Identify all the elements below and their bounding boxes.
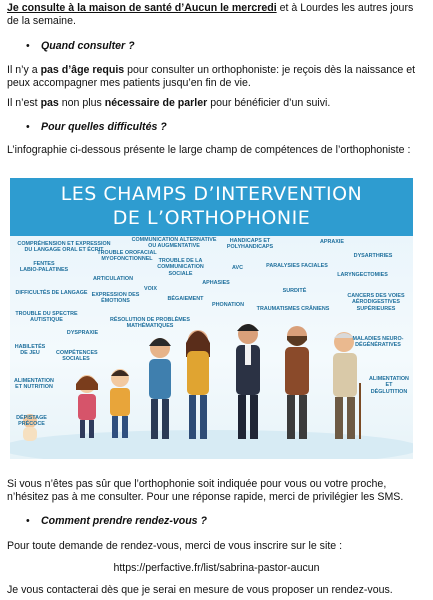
label-handicaps: HANDICAPS ET POLYHANDICAPS: [226, 238, 274, 251]
label-paralysies: PARALYSIES FACIALES: [266, 263, 328, 269]
label-communication-sociale: TROUBLE DE LA COMMUNICATION SOCIALE: [157, 258, 204, 277]
intro-paragraph: [7, 2, 425, 28]
person-man-suit: [236, 324, 260, 439]
label-expression-emotions: EXPRESSION DES ÉMOTIONS: [91, 292, 140, 305]
section-title-when: Quand consulter ?: [41, 40, 135, 52]
label-cancers: CANCERS DES VOIES AÉRODIGESTIVES SUPÉRIEURES: [347, 293, 405, 312]
person-child-boy: [110, 369, 130, 438]
speak-paragraph: [7, 97, 425, 110]
label-habiletes-jeu: HABILETÉS DE JEU: [14, 344, 46, 357]
label-resolution-problemes: RÉSOLUTION DE PROBLÈMES MATHÉMATIQUES: [110, 317, 190, 330]
person-bearded-man: [285, 326, 309, 439]
contact-paragraph: Je vous contacterai dès que je serai en mesure de vous proposer un rendez-vous.: [7, 584, 393, 596]
label-surdite: SURDITÉ: [282, 288, 307, 294]
label-begaiement: BÉGAIEMENT: [167, 296, 204, 302]
bullet-icon: •: [26, 515, 30, 527]
intro-location-emphasis: Je consulte à la maison de santé d’Aucun le mercredi: [7, 2, 277, 14]
label-articulation: ARTICULATION: [92, 276, 134, 282]
speak-text-bold2: nécessaire de parler: [104, 97, 208, 109]
label-orofacial: TROUBLE OROFACIAL MYOFONCTIONNEL: [97, 250, 157, 263]
label-avc: AVC: [232, 265, 243, 271]
intro-rest: et à Lourdes les autres jours de la semaine.: [7, 2, 414, 27]
unsure-paragraph: Si vous n’êtes pas sûr que l’orthophonie soit indiquée pour vous ou votre proche, n’hésitez pas à me consulter. Pour une réponse rapide, merci de privilégier les SMS.: [7, 478, 404, 503]
label-aphasies: APHASIES: [202, 280, 230, 286]
section-title-difficulties: Pour quelles difficultés ?: [41, 121, 167, 133]
label-apraxie: APRAXIE: [320, 239, 344, 245]
label-depistage: DÉPISTAGE PRÉCOCE: [16, 415, 47, 428]
infographic-intro: L’infographie ci-dessous présente le large champ de compétences de l’orthophoniste :: [7, 144, 411, 156]
infographic-title-line1: LES CHAMPS D’INTERVENTION: [60, 183, 363, 205]
label-dysarthries: DYSARTHRIES: [353, 253, 393, 259]
label-voix: VOIX: [144, 286, 157, 292]
infographic-title-line2: DE L’ORTHOPHONIE: [112, 207, 311, 229]
age-text-bold: pas d’âge requis: [40, 64, 125, 76]
speak-text-pre: Il n’est: [7, 97, 41, 109]
label-maladies-neuro: MALADIES NEURO- DÉGÉNÉRATIVES: [352, 336, 404, 349]
speak-text-mid: non plus: [58, 97, 105, 109]
label-alimentation-deglutition: ALIMENTATION ET DÉGLUTITION: [369, 376, 409, 395]
age-text-post: pour consulter un orthophoniste: je reçois dès la naissance et peux accompagner mes patients jusqu’en fin de vie.: [7, 64, 416, 89]
bullet-icon: •: [26, 121, 30, 133]
infographic-image: [10, 178, 413, 459]
label-fentes: FENTES LABIO-PALATINES: [19, 261, 69, 274]
label-comprehension: COMPRÉHENSION ET EXPRESSION DU LANGAGE ORAL ET ÉCRIT: [17, 241, 111, 254]
person-woman: [186, 330, 210, 439]
bullet-icon: •: [26, 40, 30, 52]
label-communication-alternative: COMMUNICATION ALTERNATIVE OU AUGMENTATIVE: [131, 237, 217, 250]
speak-text-post: pour bénéficier d’un suivi.: [207, 97, 331, 109]
section-title-appointment: Comment prendre rendez-vous ?: [41, 515, 207, 527]
label-autisme: TROUBLE DU SPECTRE AUTISTIQUE: [15, 311, 78, 324]
age-paragraph: [7, 64, 425, 90]
label-laryngectomies: LARYNGECTOMIES: [337, 272, 388, 278]
appointment-paragraph: Pour toute demande de rendez-vous, merci de vous inscrire sur le site :: [7, 540, 343, 552]
age-text-pre: Il n’y a: [7, 64, 41, 76]
person-teen: [149, 338, 171, 439]
label-dyspraxie: DYSPRAXIE: [66, 330, 99, 336]
label-alimentation-nutrition: ALIMENTATION ET NUTRITION: [14, 378, 54, 391]
label-traumatismes: TRAUMATISMES CRÂNIENS: [256, 306, 330, 312]
label-difficultes-langage: DIFFICULTÉS DE LANGAGE: [15, 290, 88, 296]
speak-text-bold1: pas: [40, 97, 59, 109]
label-phonation: PHONATION: [212, 302, 244, 308]
person-child-girl: [76, 375, 98, 438]
label-competences-sociales: COMPÉTENCES SOCIALES: [56, 350, 98, 363]
booking-link[interactable]: https://perfactive.fr/list/sabrina-pastor-aucun: [113, 562, 320, 574]
